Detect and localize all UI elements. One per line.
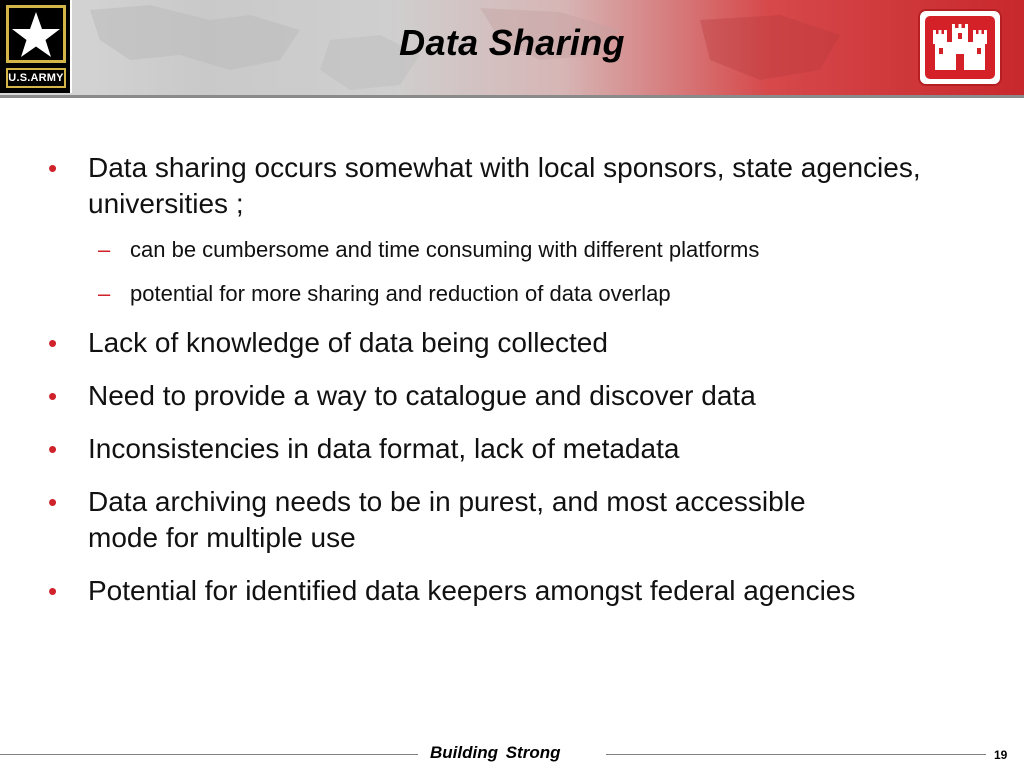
sub-list-item xyxy=(48,280,968,308)
footer-divider-left xyxy=(0,754,418,755)
header-divider xyxy=(0,95,1024,98)
bullet-text: Need to provide a way to catalogue and discover data xyxy=(88,380,756,411)
page-number: 19 xyxy=(994,748,1008,762)
bullet-icon: • xyxy=(48,576,58,606)
list-item xyxy=(48,325,968,361)
list-item xyxy=(48,431,968,467)
bullet-icon: • xyxy=(48,153,58,183)
bullet-list xyxy=(48,146,968,609)
castle-icon xyxy=(925,16,995,79)
sub-list-item xyxy=(48,236,968,264)
bullet-icon: • xyxy=(48,381,58,411)
page-title: Data Sharing xyxy=(399,22,625,63)
list-item xyxy=(48,573,908,609)
bullet-text: Data sharing occurs somewhat with local sponsors, state agencies, universities ; xyxy=(88,152,921,219)
dash-icon: – xyxy=(98,281,111,306)
bullet-icon: • xyxy=(48,328,58,358)
bullet-icon: • xyxy=(48,434,58,464)
army-logo-text: U.S.ARMY xyxy=(6,68,66,88)
list-item xyxy=(48,150,968,222)
sub-bullet-text: can be cumbersome and time consuming with different platforms xyxy=(130,237,760,262)
usace-castle-logo xyxy=(918,9,1002,86)
bullet-text: Inconsistencies in data format, lack of metadata xyxy=(88,433,680,464)
bullet-text: Data archiving needs to be in purest, and most accessible mode for multiple use xyxy=(88,486,806,553)
list-item xyxy=(48,378,968,414)
list-item xyxy=(48,484,848,556)
bullet-text: Potential for identified data keepers amongst federal agencies xyxy=(88,575,856,606)
footer-divider-right xyxy=(606,754,986,755)
bullet-icon: • xyxy=(48,487,58,517)
sub-bullet-text: potential for more sharing and reduction of data overlap xyxy=(130,281,671,306)
dash-icon: – xyxy=(98,237,111,262)
footer-slogan: Building Strong xyxy=(430,743,561,762)
bullet-text: Lack of knowledge of data being collected xyxy=(88,327,608,358)
